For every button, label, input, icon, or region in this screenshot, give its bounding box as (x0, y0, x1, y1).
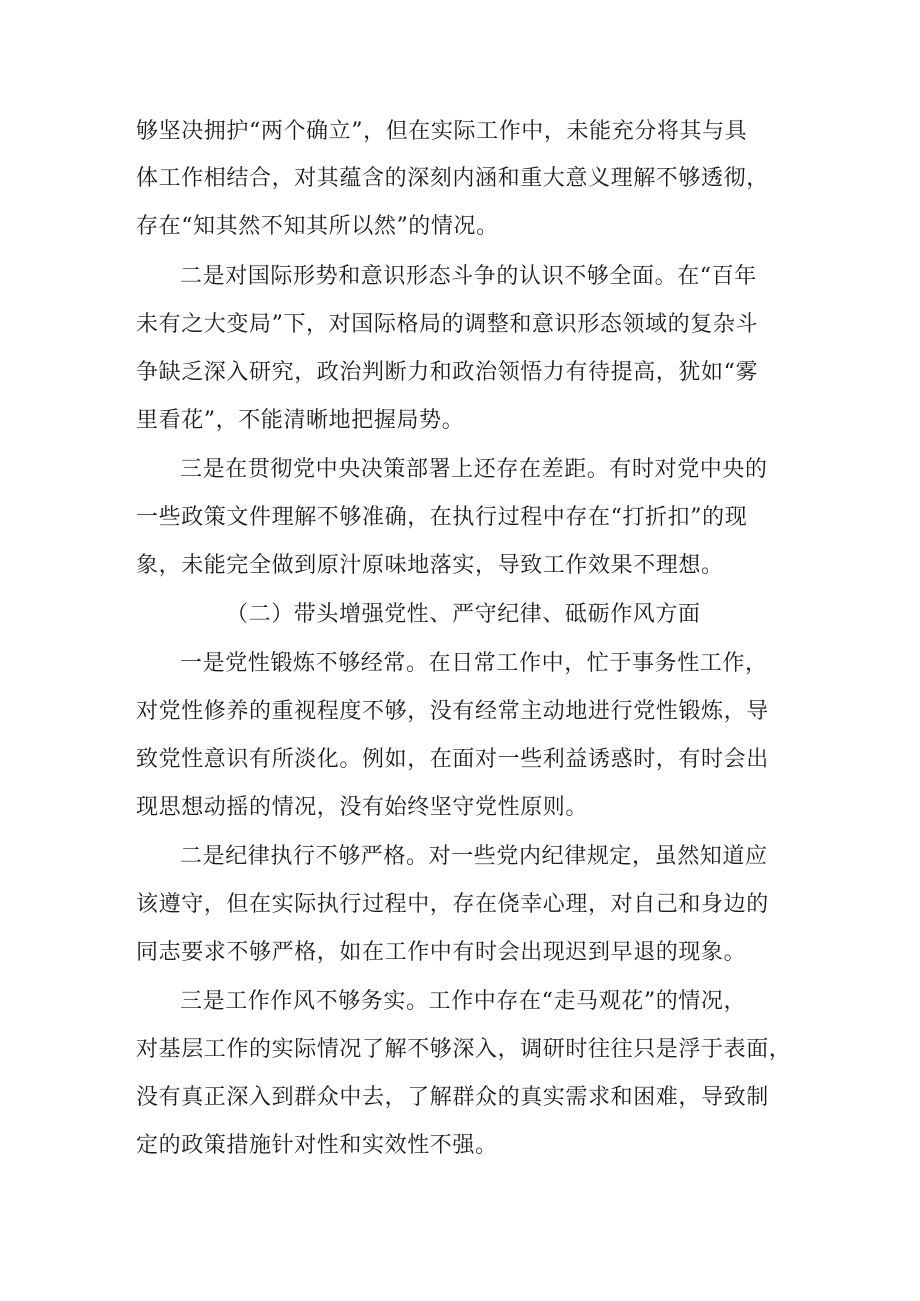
paragraph-start-line: 三是工作作风不够务实。工作中存在“走马观花”的情况， (180, 989, 747, 1014)
text-line: 没有真正深入到群众中去，了解群众的真实需求和困难，导致制 (136, 1085, 769, 1110)
text-line: 同志要求不够严格，如在工作中有时会出现迟到早退的现象。 (136, 940, 747, 965)
section-heading: （二）带头增强党性、严守纪律、砥砺作风方面 (226, 602, 701, 627)
text-line: 里看花”，不能清晰地把握局势。 (136, 408, 465, 433)
text-line: 一些政策文件理解不够准确，在执行过程中存在“打折扣”的现 (136, 505, 748, 530)
paragraph-start-line: 二是纪律执行不够严格。对一些党内纪律规定，虽然知道应 (180, 844, 768, 869)
text-line: 致党性意识有所淡化。例如，在面对一些利益诱惑时，有时会出 (136, 747, 769, 772)
text-line: 对基层工作的实际情况了解不够深入，调研时往往只是浮于表面， (136, 1037, 792, 1062)
paragraph-start-line: 一是党性锻炼不够经常。在日常工作中，忙于事务性工作， (180, 651, 768, 676)
text-line: 对党性修养的重视程度不够，没有经常主动地进行党性锻炼，导 (136, 699, 769, 724)
text-line: 存在“知其然不知其所以然”的情况。 (136, 214, 499, 239)
text-line: 定的政策措施针对性和实效性不强。 (136, 1133, 498, 1158)
text-line: 象，未能完全做到原汁原味地落实，导致工作效果不理想。 (136, 553, 724, 578)
text-line: 该遵守，但在实际执行过程中，存在侥幸心理，对自己和身边的 (136, 892, 769, 917)
text-line: 未有之大变局”下，对国际格局的调整和意识形态领域的复杂斗 (136, 312, 759, 337)
paragraph-start-line: 三是在贯彻党中央决策部署上还存在差距。有时对党中央的 (180, 457, 768, 482)
text-line: 现思想动摇的情况，没有始终坚守党性原则。 (136, 795, 589, 820)
text-line: 够坚决拥护“两个确立”，但在实际工作中，未能充分将其与具 (136, 119, 748, 144)
text-line: 体工作相结合，对其蕴含的深刻内涵和重大意义理解不够透彻， (136, 166, 769, 191)
paragraph-start-line: 二是对国际形势和意识形态斗争的认识不够全面。在“百年 (180, 264, 757, 289)
text-line: 争缺乏深入研究，政治判断力和政治领悟力有待提高，犹如“雾 (136, 360, 759, 385)
